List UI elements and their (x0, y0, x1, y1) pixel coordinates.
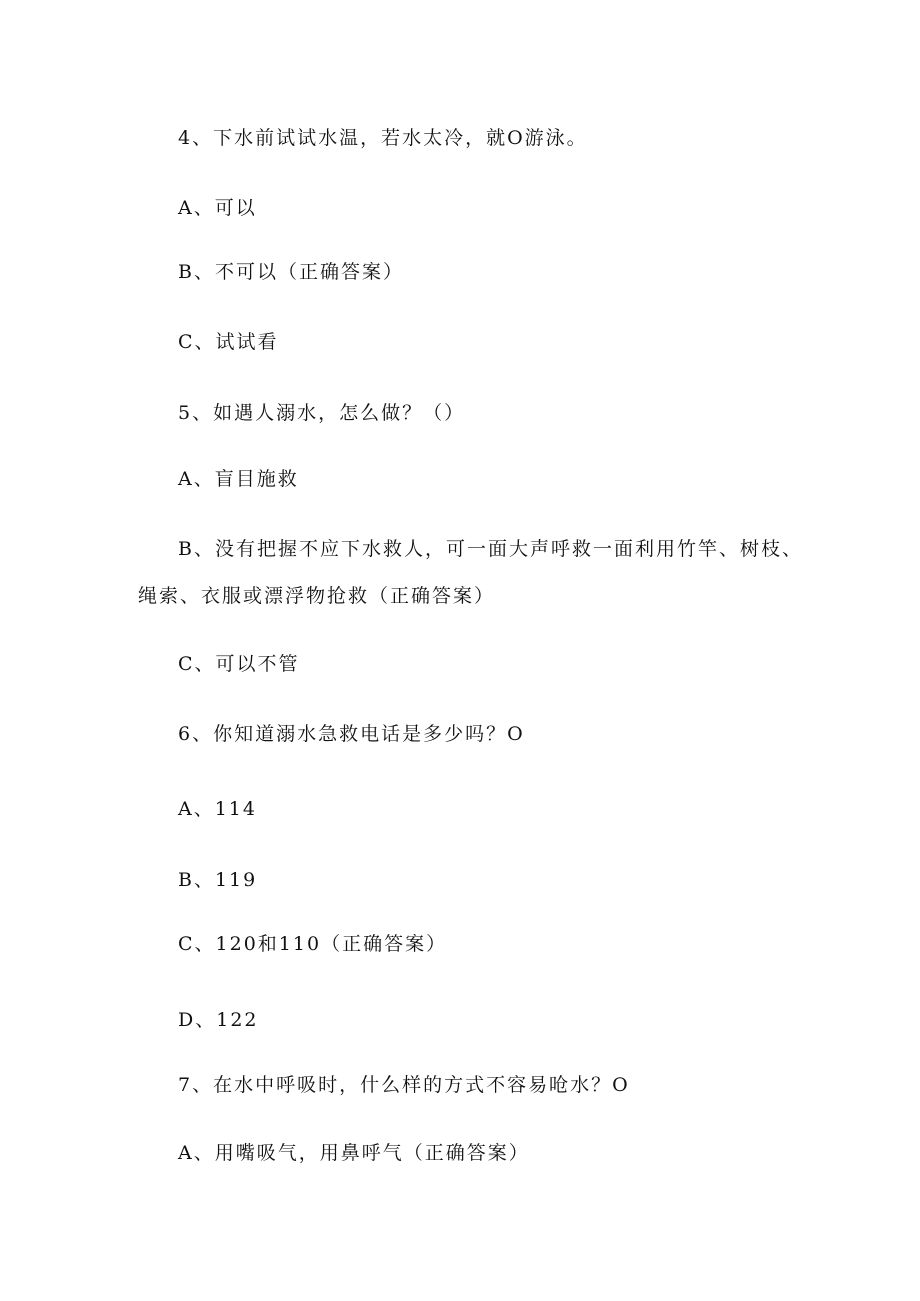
question-5-option-b: B、没有把握不应下水救人，可一面大声呼救一面利用竹竿、树枝、 (178, 538, 803, 560)
question-4: 4、下水前试试水温，若水太冷，就O游泳。 (178, 127, 588, 149)
question-5-option-c: C、可以不管 (178, 653, 300, 675)
question-5: 5、如遇人溺水，怎么做？（） (178, 402, 466, 424)
question-5-option-a: A、盲目施救 (178, 468, 299, 490)
question-4-option-a: A、可以 (178, 197, 257, 219)
question-7-option-a: A、用嘴吸气，用鼻呼气（正确答案） (178, 1142, 530, 1164)
question-6-option-c: C、120和110（正确答案） (178, 933, 448, 955)
question-6-option-a: A、114 (178, 798, 257, 820)
question-6-option-b: B、119 (178, 869, 258, 891)
question-6-option-d: D、122 (178, 1009, 259, 1031)
question-6: 6、你知道溺水急救电话是多少吗？O (178, 723, 525, 745)
question-5-option-b-continued: 绳索、衣服或漂浮物抢救（正确答案） (138, 585, 496, 607)
question-4-option-c: C、试试看 (178, 331, 279, 353)
question-7: 7、在水中呼吸时，什么样的方式不容易呛水？O (178, 1074, 630, 1096)
question-4-option-b: B、不可以（正确答案） (178, 261, 404, 283)
